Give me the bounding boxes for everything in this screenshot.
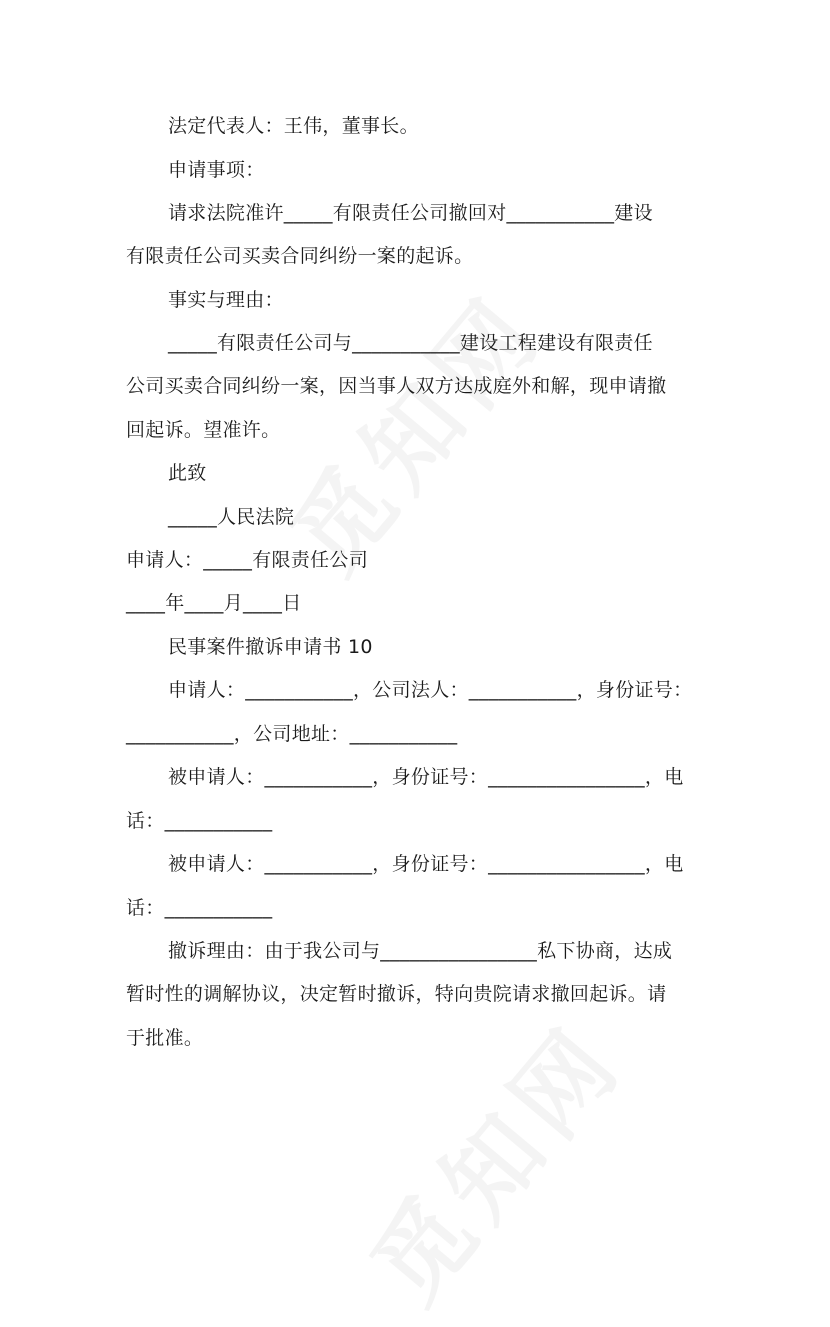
respondent-2-line-1: 被申请人：___________，身份证号：________________，电: [168, 853, 684, 875]
document-title: 民事案件撤诉申请书 10: [168, 636, 373, 658]
withdrawal-reason-line-3: 于批准。: [126, 1027, 204, 1049]
respondent-1-line-2: 话：___________: [126, 810, 273, 832]
respondent-1-line-1: 被申请人：___________，身份证号：________________，电: [168, 766, 684, 788]
request-paragraph-line-1: 请求法院准许_____有限责任公司撤回对___________建设: [168, 202, 653, 224]
facts-paragraph-line-3: 回起诉。望准许。: [126, 419, 281, 441]
applicant-info-line-1: 申请人：___________，公司法人：___________，身份证号：: [168, 679, 693, 701]
section-heading-facts: 事实与理由：: [168, 289, 284, 311]
request-paragraph-line-2: 有限责任公司买卖合同纠纷一案的起诉。: [126, 245, 474, 267]
respondent-2-line-2: 话：___________: [126, 897, 273, 919]
facts-paragraph-line-2: 公司买卖合同纠纷一案，因当事人双方达成庭外和解，现申请撤: [126, 375, 667, 397]
applicant-info-line-2: ___________，公司地址：___________: [126, 723, 458, 745]
withdrawal-reason-line-2: 暂时性的调解协议，决定暂时撤诉，特向贵院请求撤回起诉。请: [126, 983, 667, 1005]
facts-paragraph-line-1: _____有限责任公司与___________建设工程建设有限责任: [168, 332, 653, 354]
legal-representative-line: 法定代表人：王伟，董事长。: [168, 115, 419, 137]
withdrawal-reason-line-1: 撤诉理由：由于我公司与________________私下协商，达成: [168, 940, 673, 962]
section-heading-requests: 申请事项：: [168, 159, 265, 181]
court-name-line: _____人民法院: [168, 506, 295, 528]
applicant-signature-line: 申请人：_____有限责任公司: [126, 549, 369, 571]
date-line: ____年____月____日: [126, 592, 302, 614]
salutation-line: 此致: [168, 462, 207, 484]
